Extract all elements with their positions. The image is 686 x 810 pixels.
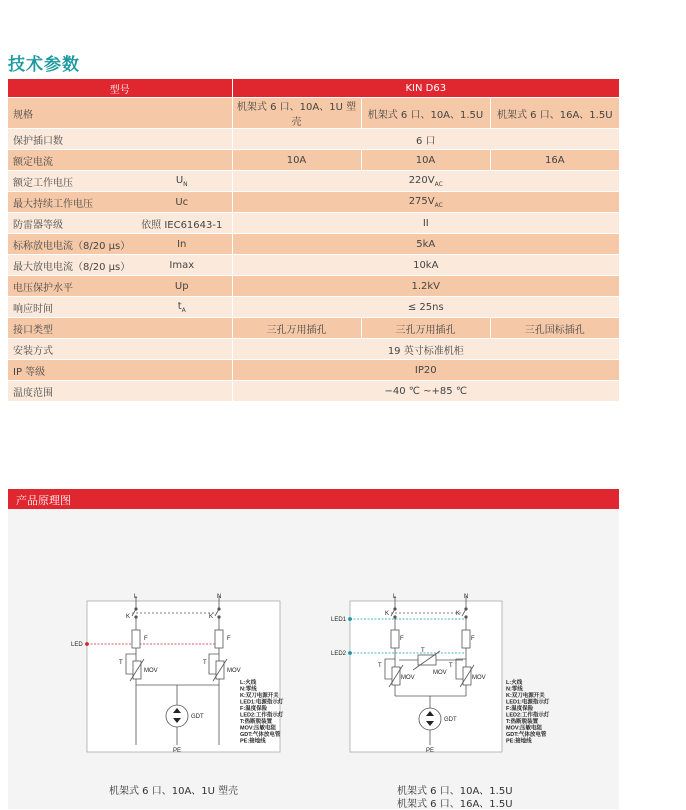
table-row [8, 297, 619, 318]
symbol-cell: Uc [132, 192, 232, 213]
label-led1: LED1 [331, 617, 347, 623]
value-cell: 10A [361, 150, 490, 171]
table-row [8, 213, 619, 234]
param-label: 最大持续工作电压 [8, 192, 132, 213]
legend-item: GDT:气体放电管 [240, 732, 281, 738]
label-f: F [144, 636, 148, 642]
diagram-section-title: 产品原理图 [16, 494, 71, 507]
table-row [8, 255, 619, 276]
legend-item: LED1:电源指示灯 [240, 699, 284, 706]
label-f: F [227, 636, 231, 642]
right-legend [506, 678, 550, 745]
param-label: 额定电流 [8, 150, 232, 171]
legend-item: K:双刀电源开关 [506, 693, 545, 699]
label-k: K [385, 611, 390, 617]
param-label: 额定工作电压 [8, 171, 132, 192]
value-cell: −40 ℃ ~+85 ℃ [232, 381, 619, 402]
value-cell: 三孔万用插孔 [232, 318, 361, 339]
param-label: 标称放电电流（8/20 μs） [8, 234, 132, 255]
label-k: K [456, 611, 461, 617]
value-cell: 1.2kV [232, 276, 619, 297]
legend-item: N:零线 [240, 686, 257, 693]
label-pe: PE [426, 748, 435, 754]
label-l: L [134, 594, 138, 600]
label-t: T [203, 660, 207, 666]
schematic-diagrams [8, 489, 619, 809]
value-cell: 三孔国标插孔 [490, 318, 619, 339]
symbol-cell: Up [132, 276, 232, 297]
label-gdt: GDT [191, 714, 204, 720]
param-label: 电压保护水平 [8, 276, 132, 297]
value-cell: 5kA [232, 234, 619, 255]
legend-item: LED1:电源指示灯 [506, 699, 550, 706]
symbol-cell: $U_N$ [132, 171, 232, 192]
label-t: T [119, 660, 123, 666]
diagram-section [8, 489, 619, 809]
param-label: 温度范围 [8, 381, 232, 402]
table-row [8, 318, 619, 339]
symbol-cell: 依照 IEC61643-1 [132, 213, 232, 234]
value-cell: 机架式 6 口、10A、1U 塑壳 [232, 98, 361, 129]
value-cell: 6 口 [232, 129, 619, 150]
label-mov: MOV [144, 668, 158, 674]
value-cell: 19 英寸标准机柜 [232, 339, 619, 360]
label-k: K [126, 614, 131, 620]
param-label: 最大放电电流（8/20 μs） [8, 255, 132, 276]
value-cell: II [232, 213, 619, 234]
label-n: N [464, 594, 469, 600]
left-schematic [71, 594, 284, 754]
right-schematic [331, 594, 550, 754]
table-header-row [8, 79, 619, 98]
label-t: T [421, 648, 425, 654]
label-f: F [471, 636, 475, 642]
right-diagram-caption-line-2: 机架式 6 口、16A、1.5U [397, 799, 513, 810]
table-row [8, 276, 619, 297]
left-diagram-caption: 机架式 6 口、10A、1U 塑壳 [109, 786, 239, 797]
param-label: 接口类型 [8, 318, 232, 339]
legend-item: PE:接地线 [506, 738, 532, 745]
spec-table [8, 79, 619, 402]
label-mov: MOV [472, 675, 486, 681]
table-row [8, 129, 619, 150]
label-f: F [400, 636, 404, 642]
label-led: LED [71, 642, 83, 648]
legend-item: PE:接地线 [240, 738, 266, 745]
label-mov: MOV [227, 668, 241, 674]
legend-item: T:热断脱装置 [506, 719, 539, 725]
value-cell: ≤ 25ns [232, 297, 619, 318]
value-cell: IP20 [232, 360, 619, 381]
section-title-specs: 技术参数 [8, 55, 80, 75]
header-model-label: 型号 [8, 79, 232, 98]
symbol-cell: In [132, 234, 232, 255]
value-cell: $220V_{AC}$ [232, 171, 619, 192]
label-gdt: GDT [444, 717, 457, 723]
label-mov: MOV [433, 670, 447, 676]
right-diagram-caption-line-1: 机架式 6 口、10A、1.5U [397, 786, 513, 797]
value-cell: 16A [490, 150, 619, 171]
legend-item: L:火线 [506, 680, 523, 686]
table-row [8, 339, 619, 360]
legend-item: F:温度保险 [506, 706, 534, 712]
label-led2: LED2 [331, 651, 347, 657]
table-row [8, 171, 619, 192]
value-cell: 机架式 6 口、10A、1.5U [361, 98, 490, 129]
table-row [8, 98, 619, 129]
table-row [8, 360, 619, 381]
legend-item: GDT:气体放电管 [506, 732, 547, 738]
label-pe: PE [173, 748, 182, 754]
legend-item: F:温度保险 [240, 706, 268, 712]
label-n: N [217, 594, 222, 600]
legend-item: LED2:工作指示灯 [506, 712, 550, 719]
value-cell: $275V_{AC}$ [232, 192, 619, 213]
param-label: 保护插口数 [8, 129, 232, 150]
param-label: 规格 [8, 98, 232, 129]
symbol-cell: Imax [132, 255, 232, 276]
symbol-cell: $t_A$ [132, 297, 232, 318]
legend-item: LED2:工作指示灯 [240, 712, 284, 719]
table-row [8, 234, 619, 255]
value-cell: 10A [232, 150, 361, 171]
param-label: IP 等级 [8, 360, 232, 381]
param-label: 防雷器等级 [8, 213, 132, 234]
table-row [8, 150, 619, 171]
label-t: T [378, 663, 382, 669]
value-cell: 机架式 6 口、16A、1.5U [490, 98, 619, 129]
table-row [8, 192, 619, 213]
legend-item: T:热断脱装置 [240, 719, 273, 725]
value-cell: 10kA [232, 255, 619, 276]
label-t: T [449, 663, 453, 669]
label-l: L [393, 594, 397, 600]
label-k: K [209, 614, 214, 620]
label-mov: MOV [401, 675, 415, 681]
legend-item: MOV:压敏电阻 [506, 725, 543, 732]
param-label: 响应时间 [8, 297, 132, 318]
legend-item: L:火线 [240, 680, 257, 686]
legend-item: K:双刀电源开关 [240, 693, 279, 699]
value-cell: 三孔万用插孔 [361, 318, 490, 339]
header-model-value: KIN D63 [232, 79, 619, 98]
param-label: 安装方式 [8, 339, 232, 360]
legend-item: N:零线 [506, 686, 523, 693]
table-row [8, 381, 619, 402]
legend-item: MOV:压敏电阻 [240, 725, 277, 732]
